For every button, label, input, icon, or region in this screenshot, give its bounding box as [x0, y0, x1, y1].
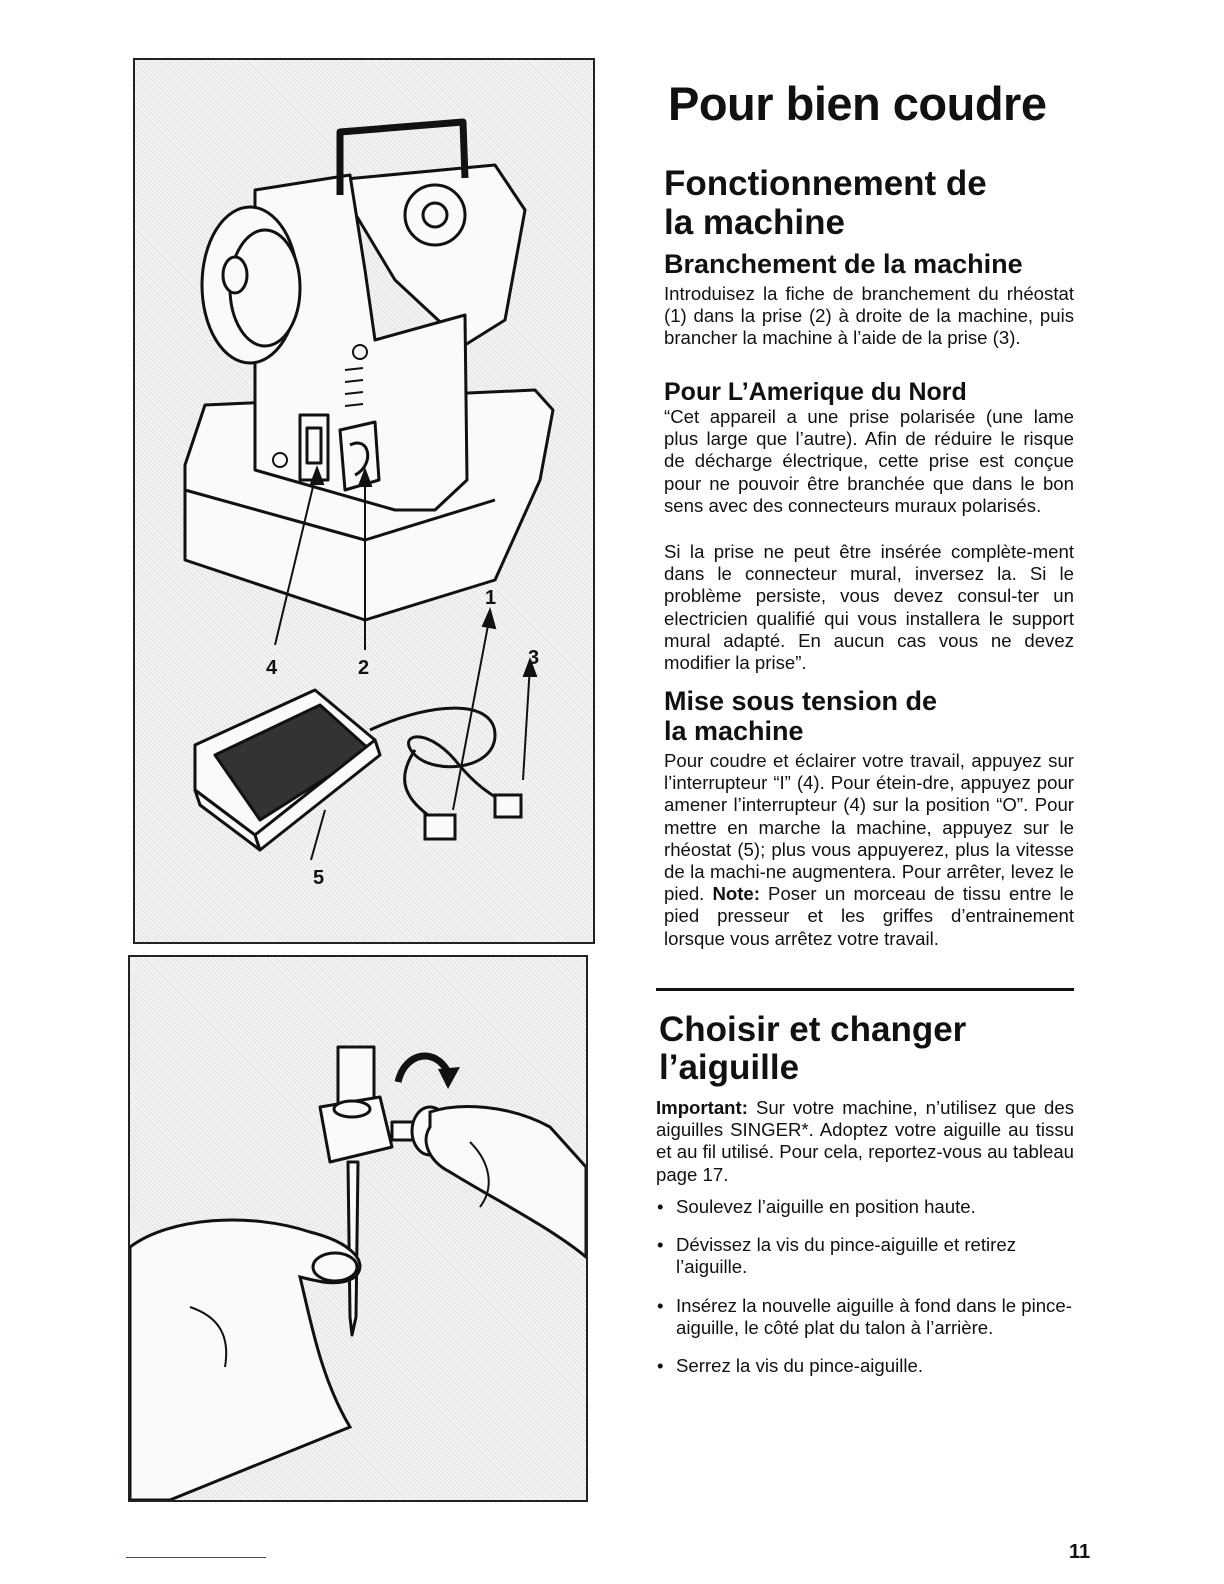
callout-5: 5: [313, 867, 325, 889]
page-number: 11: [1069, 1541, 1091, 1563]
machine-illustration: [133, 58, 595, 944]
section-heading-line2: la machine: [664, 203, 845, 242]
note-label: Note:: [712, 883, 760, 905]
amerique-text-2: Si la prise ne peut être insérée complète-ment dans le connecteur mural, inversez la. Si le problème persiste, vous devez consul-ter un electricien qualifié qui vous installera le support mural adapté. En aucun cas vous ne devez modifier la prise”.: [664, 541, 1074, 674]
machine-drawing: [135, 60, 593, 942]
list-item: • Soulevez l’aiguille en position haute.: [656, 1196, 1074, 1218]
needle-drawing: [130, 957, 586, 1500]
section-divider: [656, 988, 1074, 991]
callout-1: 1: [485, 587, 497, 609]
needle-steps-list: [656, 1196, 1074, 1393]
needle-illustration: [128, 955, 588, 1502]
subheading-branchement: Branchement de la machine: [664, 249, 1023, 279]
callout-2: 2: [358, 657, 370, 679]
footer-line: [126, 1557, 266, 1558]
right-hand: [426, 1107, 586, 1257]
rotation-arrow-icon: [398, 1056, 460, 1089]
page-title: Pour bien coudre: [668, 77, 1047, 130]
callout-3: 3: [528, 647, 540, 669]
section2-heading-line1: Choisir et changer: [659, 1010, 967, 1049]
important-label: Important:: [656, 1097, 748, 1118]
important-text: [656, 1097, 1074, 1186]
foot-control: [195, 690, 380, 850]
subheading-tension-line2: la machine: [664, 716, 804, 746]
branchement-text: Introduisez la fiche de branchement du rhéostat (1) dans la prise (2) à droite de la machine, puis brancher la machine à l’aide de la prise (3).: [664, 283, 1074, 349]
section-heading-line1: Fonctionnement de: [664, 164, 987, 203]
section2-heading-line2: l’aiguille: [659, 1048, 800, 1087]
note-text: Poser un morceau de tissu entre le pied presseur et les griffes d’entrainement lorsque vous arrêtez votre travail.: [664, 883, 1074, 949]
tension-text: [664, 750, 1074, 950]
subheading-amerique: Pour L’Amerique du Nord: [664, 378, 967, 406]
tension-body: Pour coudre et éclairer votre travail, appuyez sur l’interrupteur “I” (4). Pour étein-dre, appuyez pour amener l’interrupteur (4) sur la position “O”. Pour mettre en marche la machine, appuyez sur le rhéostat (5); plus vous appuyerez, plus la vitesse de la machi-ne augmentera. Pour arrêter, levez le pied.: [664, 750, 1074, 905]
list-item: • Insérez la nouvelle aiguille à fond dans le pince-aiguille, le côté plat du talon à l’arrière.: [656, 1295, 1074, 1339]
important-body: Sur votre machine, n’utilisez que des aiguilles SINGER*. Adoptez votre aiguille au tissu et au fil utilisé. Pour cela, reportez-vous au tableau page 17.: [656, 1097, 1074, 1185]
callout-4: 4: [266, 657, 278, 679]
socket: [340, 422, 379, 490]
list-item: • Dévissez la vis du pince-aiguille et retirez l’aiguille.: [656, 1234, 1074, 1278]
list-item: • Serrez la vis du pince-aiguille.: [656, 1355, 1074, 1377]
subheading-tension-line1: Mise sous tension de: [664, 686, 938, 716]
amerique-text-1: “Cet appareil a une prise polarisée (une lame plus large que l’autre). Afin de réduire le risque de décharge électrique, cette prise est conçue pour ne pouvoir être branchée que dans le bon sens avec des connecteurs muraux polarisés.: [664, 406, 1074, 516]
